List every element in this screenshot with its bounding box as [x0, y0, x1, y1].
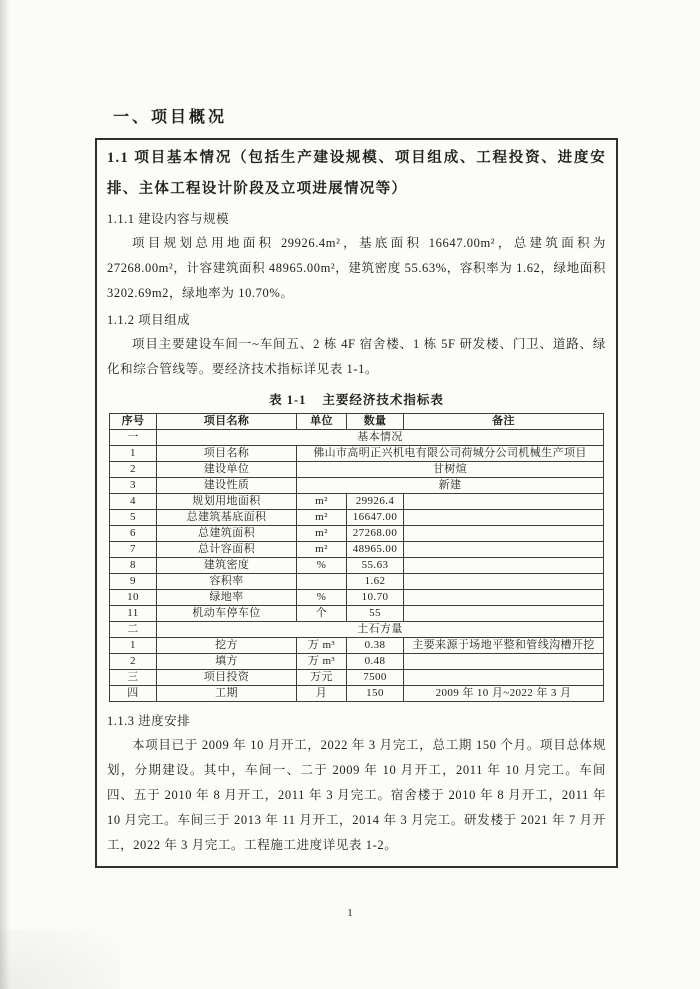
item-name-cell: 规划用地面积	[157, 494, 297, 510]
item-name-cell: 容积率	[157, 574, 297, 590]
unit-cell: %	[297, 558, 347, 574]
row-index-cell: 4	[110, 494, 157, 510]
quantity-cell: 29926.4	[347, 494, 404, 510]
header-index: 序号	[110, 414, 157, 430]
row-index-cell: 10	[110, 590, 157, 606]
item-value-span-cell: 新建	[297, 478, 604, 494]
row-index-cell: 1	[110, 638, 157, 654]
unit-cell: 万 m³	[297, 654, 347, 670]
table-caption-title: 主要经济技术指标表	[322, 393, 444, 407]
row-index-cell: 5	[110, 510, 157, 526]
table-row	[110, 494, 604, 510]
item-name-cell: 建设性质	[157, 478, 297, 494]
table-row	[110, 622, 604, 638]
item-name-cell: 绿地率	[157, 590, 297, 606]
remark-cell	[404, 558, 604, 574]
remark-cell	[404, 574, 604, 590]
table-row	[110, 638, 604, 654]
unit-cell: m²	[297, 526, 347, 542]
unit-cell: 个	[297, 606, 347, 622]
quantity-cell: 0.38	[347, 638, 404, 654]
table-row	[110, 446, 604, 462]
item-name-cell: 总计容面积	[157, 542, 297, 558]
row-index-cell: 11	[110, 606, 157, 622]
quantity-cell: 7500	[347, 670, 404, 686]
item-name-cell: 工期	[157, 686, 297, 702]
table-header-row	[110, 414, 604, 430]
remark-cell: 2009 年 10 月~2022 年 3 月	[404, 686, 604, 702]
unit-cell: m²	[297, 542, 347, 558]
remark-cell	[404, 510, 604, 526]
quantity-cell: 1.62	[347, 574, 404, 590]
unit-cell	[297, 574, 347, 590]
item-value-span-cell: 甘树煊	[297, 462, 604, 478]
item-name-cell: 建筑密度	[157, 558, 297, 574]
row-index-cell: 1	[110, 446, 157, 462]
section-1-1-box	[95, 138, 618, 868]
remark-cell	[404, 606, 604, 622]
section-title-span-cell: 基本情况	[157, 430, 604, 446]
table-row	[110, 590, 604, 606]
remark-cell	[404, 590, 604, 606]
remark-cell	[404, 542, 604, 558]
table-row	[110, 478, 604, 494]
quantity-cell: 27268.00	[347, 526, 404, 542]
row-index-cell: 8	[110, 558, 157, 574]
row-index-cell: 二	[110, 622, 157, 638]
table-caption-label: 表 1-1	[269, 393, 307, 407]
quantity-cell: 55	[347, 606, 404, 622]
section-1-1-heading: 1.1 项目基本情况（包括生产建设规模、项目组成、工程投资、进度安排、主体工程设计阶段及立项进展情况等）	[107, 150, 606, 197]
row-index-cell: 2	[110, 462, 157, 478]
unit-cell: m²	[297, 510, 347, 526]
table-row	[110, 654, 604, 670]
header-remark: 备注	[404, 414, 604, 430]
table-row	[110, 462, 604, 478]
remark-cell	[404, 670, 604, 686]
item-value-span-cell: 佛山市高明正兴机电有限公司荷城分公司机械生产项目	[297, 446, 604, 462]
table-row	[110, 606, 604, 622]
subsection-1-1-3-paragraph: 本项目已于 2009 年 10 月开工，2022 年 3 月完工，总工期 150 个月。项目总体规划，分期建设。其中，车间一、二于 2009 年 10 月开工，2011 年 10 月完工。车间四、五于 2010 年 8 月开工，2011 年 3 月完工。宿舍楼于 2010 年 8 月开工，2011 年 10 月完工。车间三于 2013 年 11 月开工，2014 年 3 月完工。研发楼于 2021 年 7 月开工，2022 年 3 月完工。工程施工进度详见表 1-2。	[107, 738, 606, 852]
item-name-cell: 总建筑基底面积	[157, 510, 297, 526]
table-row	[110, 542, 604, 558]
row-index-cell: 3	[110, 478, 157, 494]
row-index-cell: 6	[110, 526, 157, 542]
subsection-1-1-1-heading: 1.1.1 建设内容与规模	[107, 212, 230, 226]
row-index-cell: 7	[110, 542, 157, 558]
unit-cell: 万 m³	[297, 638, 347, 654]
unit-cell: m²	[297, 494, 347, 510]
table-row	[110, 574, 604, 590]
row-index-cell: 四	[110, 686, 157, 702]
table-row	[110, 558, 604, 574]
page-number: 1	[347, 907, 353, 919]
item-name-cell: 项目投资	[157, 670, 297, 686]
header-item-name: 项目名称	[157, 414, 297, 430]
row-index-cell: 一	[110, 430, 157, 446]
item-name-cell: 总建筑面积	[157, 526, 297, 542]
remark-cell	[404, 526, 604, 542]
remark-cell	[404, 494, 604, 510]
quantity-cell: 55.63	[347, 558, 404, 574]
subsection-1-1-2-paragraph: 项目主要建设车间一~车间五、2 栋 4F 宿舍楼、1 栋 5F 研发楼、门卫、道路、绿化和综合管线等。要经济技术指标详见表 1-1。	[107, 337, 606, 376]
subsection-1-1-3-heading: 1.1.3 进度安排	[107, 714, 191, 728]
table-row	[110, 526, 604, 542]
remark-cell	[404, 654, 604, 670]
unit-cell: 月	[297, 686, 347, 702]
item-name-cell: 机动车停车位	[157, 606, 297, 622]
item-name-cell: 填方	[157, 654, 297, 670]
unit-cell: 万元	[297, 670, 347, 686]
chapter-title: 一、项目概况	[113, 109, 228, 126]
quantity-cell: 48965.00	[347, 542, 404, 558]
quantity-cell: 10.70	[347, 590, 404, 606]
item-name-cell: 建设单位	[157, 462, 297, 478]
quantity-cell: 16647.00	[347, 510, 404, 526]
header-unit: 单位	[297, 414, 347, 430]
quantity-cell: 0.48	[347, 654, 404, 670]
table-row	[110, 670, 604, 686]
economic-indicator-table	[109, 413, 604, 702]
remark-cell: 主要来源于场地平整和管线沟槽开挖	[404, 638, 604, 654]
table-caption	[107, 390, 606, 408]
item-name-cell: 项目名称	[157, 446, 297, 462]
row-index-cell: 9	[110, 574, 157, 590]
item-name-cell: 挖方	[157, 638, 297, 654]
section-title-span-cell: 土石方量	[157, 622, 604, 638]
subsection-1-1-2-heading: 1.1.2 项目组成	[107, 313, 191, 327]
row-index-cell: 2	[110, 654, 157, 670]
subsection-1-1-1-paragraph: 项目规划总用地面积 29926.4m²，基底面积 16647.00m²，总建筑面积为 27268.00m²，计容建筑面积 48965.00m²，建筑密度 55.63%，容积率为 1.62，绿地面积 3202.69m2，绿地率为 10.70%。	[107, 236, 606, 300]
row-index-cell: 三	[110, 670, 157, 686]
table-row	[110, 430, 604, 446]
header-quantity: 数量	[347, 414, 404, 430]
table-row	[110, 686, 604, 702]
unit-cell: %	[297, 590, 347, 606]
table-row	[110, 510, 604, 526]
quantity-cell: 150	[347, 686, 404, 702]
